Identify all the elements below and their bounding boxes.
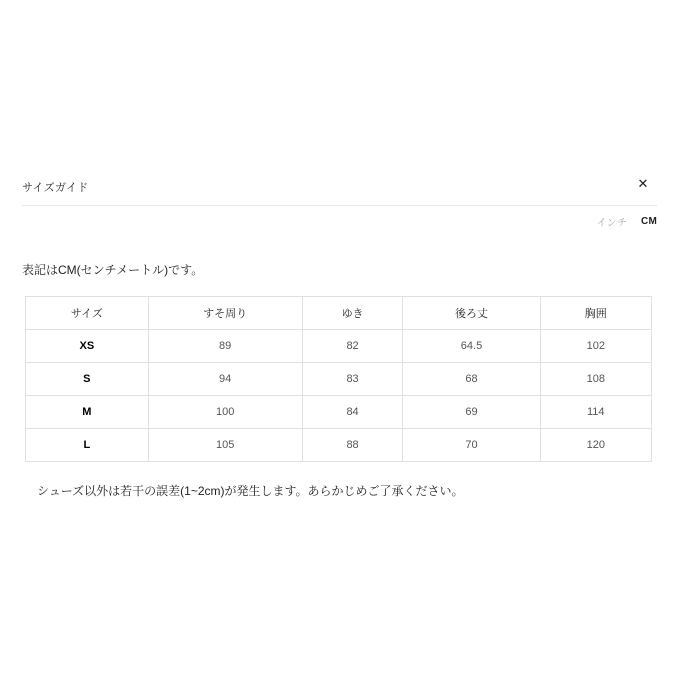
unit-option-cm[interactable]: CM bbox=[641, 216, 657, 227]
size-label: M bbox=[26, 396, 149, 429]
table-row-s bbox=[26, 363, 652, 396]
table-row-xs bbox=[26, 330, 652, 363]
table-row-m bbox=[26, 396, 652, 429]
col-header-back-length: 後ろ丈 bbox=[403, 297, 540, 330]
unit-toggle bbox=[596, 214, 657, 229]
header-divider bbox=[22, 205, 657, 206]
cell-back-length: 70 bbox=[403, 429, 540, 462]
size-label: L bbox=[26, 429, 149, 462]
modal-title: サイズガイド bbox=[22, 182, 89, 194]
cell-chest: 102 bbox=[540, 330, 651, 363]
cell-hem: 94 bbox=[148, 363, 302, 396]
col-header-size: サイズ bbox=[26, 297, 149, 330]
cell-yuki: 84 bbox=[302, 396, 403, 429]
size-label: XS bbox=[26, 330, 149, 363]
cell-chest: 108 bbox=[540, 363, 651, 396]
cell-back-length: 69 bbox=[403, 396, 540, 429]
cell-yuki: 88 bbox=[302, 429, 403, 462]
cell-hem: 105 bbox=[148, 429, 302, 462]
cell-hem: 100 bbox=[148, 396, 302, 429]
table-row-l bbox=[26, 429, 652, 462]
close-button[interactable] bbox=[632, 174, 654, 196]
cell-chest: 114 bbox=[540, 396, 651, 429]
unit-option-inch[interactable]: インチ bbox=[596, 218, 628, 229]
cell-hem: 89 bbox=[148, 330, 302, 363]
col-header-hem: すそ周り bbox=[148, 297, 302, 330]
col-header-yuki: ゆき bbox=[302, 297, 403, 330]
col-header-chest: 胸囲 bbox=[540, 297, 651, 330]
cell-yuki: 82 bbox=[302, 330, 403, 363]
cell-back-length: 68 bbox=[403, 363, 540, 396]
table-header-row bbox=[26, 297, 652, 330]
unit-description: 表記はCM(センチメートル)です。 bbox=[22, 263, 204, 277]
cell-back-length: 64.5 bbox=[403, 330, 540, 363]
close-icon: ✕ bbox=[637, 177, 649, 192]
tolerance-note: シューズ以外は若干の誤差(1~2cm)が発生します。あらかじめご了承ください。 bbox=[37, 484, 464, 498]
size-table bbox=[25, 296, 652, 462]
cell-chest: 120 bbox=[540, 429, 651, 462]
size-label: S bbox=[26, 363, 149, 396]
cell-yuki: 83 bbox=[302, 363, 403, 396]
